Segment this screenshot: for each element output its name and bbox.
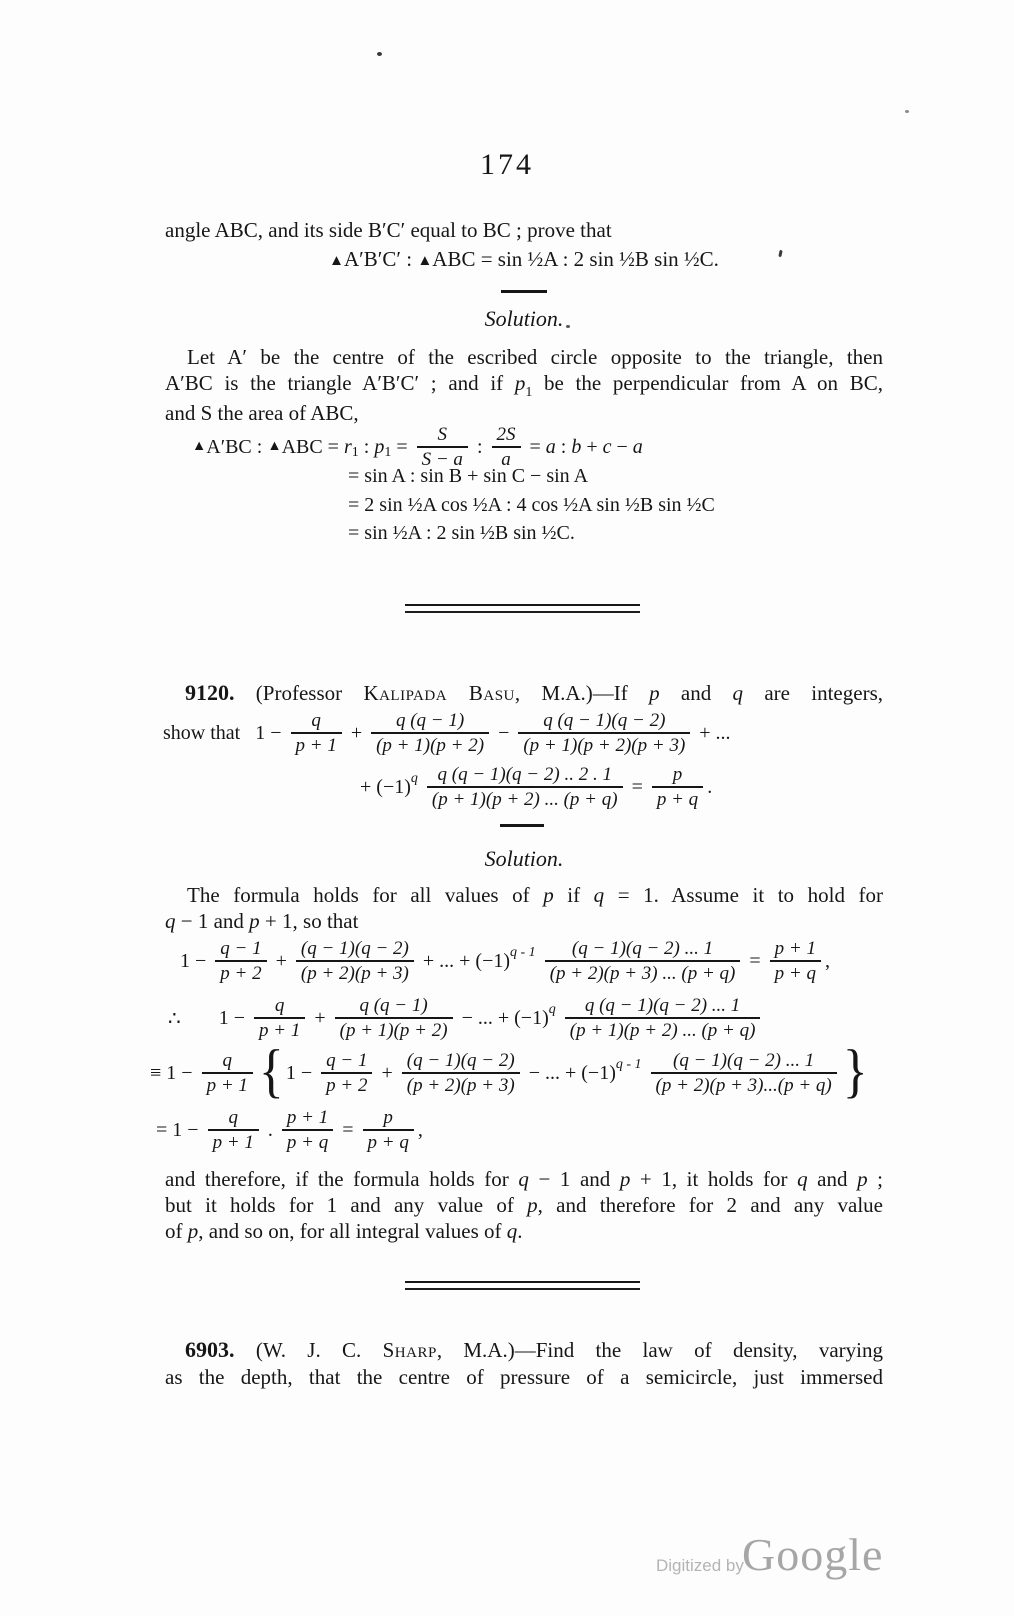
fraction: $\frac{(q - 1)(q - 2) ... 1}{(p + 2)(p + 3) ... (p + q)}$: [545, 937, 741, 985]
text-segment: if: [553, 883, 594, 907]
text-segment: +: [270, 949, 292, 972]
text-segment: p: [527, 1193, 538, 1217]
text-segment: , M.A.)—Find the law of density, varying: [436, 1338, 883, 1362]
text-segment: :: [555, 435, 572, 458]
text-segment: 1: [351, 445, 359, 460]
text-segment: c: [602, 435, 612, 458]
fraction: $\frac{q}{p + 1}$: [254, 994, 305, 1042]
text-segment: =: [626, 775, 648, 798]
fraction: $\frac{p}{p + q}$: [363, 1106, 414, 1154]
text-segment: A′BC is the triangle A′B′C′ ; and if: [165, 371, 515, 395]
text-segment: =: [337, 1118, 359, 1141]
text-segment: + ...: [694, 721, 731, 744]
text-segment: (W. J. C.: [234, 1338, 383, 1362]
text-segment: −: [493, 721, 515, 744]
text-segment: as the depth, that the centre of pressure of a semicircle, just immersed: [165, 1365, 883, 1389]
text-segment: + ... + (−1): [417, 949, 511, 972]
paragraph-line: [165, 882, 883, 908]
text-segment: 1 −: [285, 1061, 318, 1084]
text-segment: ;: [867, 1167, 883, 1191]
digitized-by-label: Digitized by: [656, 1556, 744, 1575]
text-segment: be the perpendicular from A on BC,: [532, 371, 883, 395]
problem-6903-header: [165, 1337, 883, 1363]
text-segment: Sharp: [382, 1338, 437, 1362]
fraction: $\frac{p + 1}{p + q}$: [282, 1106, 333, 1154]
fraction: $\frac{q - 1}{p + 2}$: [321, 1049, 372, 1097]
text-segment: ∴: [168, 1007, 181, 1030]
text-segment: .: [262, 1118, 278, 1141]
text-segment: Let A′ be the centre of the escribed circle opposite to the triangle, then: [187, 345, 883, 369]
text-segment: ▲: [417, 253, 433, 269]
text-segment: 6903.: [185, 1337, 235, 1362]
text-segment: show that 1 −: [163, 721, 287, 744]
text-segment: q: [732, 681, 744, 705]
text-segment: =: [391, 435, 413, 458]
text-segment: − ... + (−1): [523, 1061, 616, 1084]
paragraph-line: [165, 1218, 883, 1244]
closing-paragraph: [165, 1166, 883, 1244]
text-segment: + 1, so that: [259, 909, 359, 933]
fraction: $\frac{q (q - 1)(q - 2) .. 2 . 1}{(p + 1)(p + 2) ... (p + q)}$: [427, 763, 623, 811]
problem-6903-line: [165, 1365, 883, 1390]
google-logo: Google: [742, 1529, 884, 1580]
text-segment: are integers,: [743, 681, 883, 705]
fraction: $\frac{q}{p + 1}$: [291, 709, 342, 757]
fraction: $\frac{q (q - 1)(q - 2) ... 1}{(p + 1)(p + 2) ... (p + q)}$: [565, 994, 761, 1042]
text-segment: q: [797, 1167, 808, 1191]
section-rule: [501, 290, 547, 293]
text-segment: [418, 776, 423, 799]
text-segment: (Professor: [234, 681, 364, 705]
solution-paragraph: [165, 882, 883, 934]
text-segment: q - 1: [615, 1057, 642, 1072]
fraction: $\frac{p + 1}{p + q}$: [770, 937, 821, 985]
text-segment: Kalipada Basu: [363, 681, 515, 705]
text-segment: ▲: [329, 253, 345, 269]
text-segment: q: [165, 909, 176, 933]
fraction: $\frac{2S}{a}$: [492, 423, 521, 471]
text-segment: }: [842, 1038, 868, 1104]
fraction: $\frac{q (q - 1)}{(p + 1)(p + 2)}$: [371, 709, 489, 757]
text-segment: p: [187, 1219, 199, 1243]
text-segment: −: [611, 435, 633, 458]
math-line: [150, 1038, 870, 1105]
fraction: $\frac{S}{S - a}$: [417, 423, 468, 471]
text-segment: The formula holds for all values of: [187, 883, 544, 907]
math-line: [348, 462, 588, 490]
text-segment: [536, 950, 541, 973]
double-rule: [405, 604, 640, 613]
text-segment: = sin A : sin B + sin C − sin A: [348, 464, 589, 487]
text-segment: a: [632, 435, 643, 458]
text-segment: , and so on, for all integral values of: [198, 1219, 507, 1243]
paragraph-line: [165, 1192, 883, 1218]
text-segment: +: [309, 1006, 331, 1029]
text-segment: q: [548, 1002, 556, 1017]
text-segment: of: [165, 1219, 188, 1243]
text-segment: = 2 sin ½A cos ½A : 4 cos ½A sin ½B sin ½C: [348, 493, 715, 516]
solution-heading: Solution.: [484, 846, 564, 871]
page-number: 174: [480, 148, 534, 181]
text-segment: p: [857, 1167, 868, 1191]
text-segment: and therefore, if the formula holds for: [165, 1167, 519, 1191]
text-segment: p: [619, 1167, 631, 1191]
text-segment: ABC =: [281, 435, 344, 458]
text-segment: :: [471, 435, 488, 458]
solution-paragraph: [165, 344, 883, 426]
text-segment: =: [744, 949, 766, 972]
text-segment: − 1 and: [175, 909, 250, 933]
paragraph-line: [165, 370, 883, 400]
text-segment: , M.A.)—If: [514, 681, 650, 705]
text-segment: r: [343, 435, 352, 458]
text-segment: + 1, it holds for: [630, 1167, 798, 1191]
text-segment: − ... + (−1): [456, 1006, 549, 1029]
paragraph-line: [165, 344, 883, 370]
ink-speck: [566, 325, 570, 328]
fraction: $\frac{q - 1}{p + 2}$: [215, 937, 266, 985]
text-segment: p: [543, 883, 554, 907]
text-segment: b: [571, 435, 582, 458]
text-segment: [556, 1007, 561, 1030]
text-segment: :: [358, 435, 375, 458]
text-segment: 1 −: [180, 949, 212, 972]
text-segment: 9120.: [185, 680, 235, 705]
fraction: $\frac{(q - 1)(q - 2) ... 1}{(p + 2)(p + 3)...(p + q)}$: [651, 1049, 837, 1097]
intro-equation: [165, 247, 883, 272]
math-line: [348, 491, 715, 519]
text-segment: p: [649, 681, 660, 705]
text-segment: + (−1): [360, 775, 411, 798]
text-segment: and: [659, 681, 733, 705]
text-segment: A′B′C′ :: [344, 247, 418, 271]
formula-line: [360, 755, 712, 819]
paragraph-line: [165, 1166, 883, 1192]
text-segment: .: [707, 775, 713, 798]
text-segment: and S the area of ABC,: [165, 401, 359, 425]
text-segment: a: [545, 435, 556, 458]
text-segment: q: [518, 1167, 529, 1191]
fraction: $\frac{q (q - 1)(q - 2)}{(p + 1)(p + 2)(p + 3)}$: [518, 709, 690, 757]
ink-speck: [905, 110, 909, 113]
math-line: [348, 519, 575, 547]
text-segment: A′BC :: [206, 435, 268, 458]
text-segment: q: [593, 883, 605, 907]
text-segment: q: [506, 1219, 518, 1243]
text-segment: 1 −: [218, 1006, 251, 1029]
text-segment: ▲: [267, 437, 282, 454]
ink-speck: [377, 52, 382, 56]
section-rule: [500, 824, 544, 827]
intro-line: [165, 218, 883, 243]
text-segment: ,: [824, 949, 830, 972]
text-segment: − 1 and: [528, 1167, 620, 1191]
text-segment: ▲: [192, 437, 207, 454]
text-segment: =: [524, 435, 546, 458]
text-segment: .: [517, 1219, 523, 1243]
math-line: [156, 1098, 423, 1162]
text-segment: ,: [417, 1118, 423, 1141]
text-segment: , and therefore for 2 and any value: [537, 1193, 884, 1217]
text-segment: q: [410, 771, 418, 786]
fraction: $\frac{p}{p + q}$: [652, 763, 703, 811]
text-segment: [642, 1062, 647, 1085]
text-segment: q - 1: [510, 945, 536, 960]
text-segment: p: [374, 435, 385, 458]
fraction: $\frac{(q - 1)(q - 2)}{(p + 2)(p + 3)}$: [296, 937, 414, 985]
text-segment: +: [581, 435, 603, 458]
text-segment: {: [258, 1038, 284, 1104]
text-segment: but it holds for 1 and any value of: [165, 1193, 528, 1217]
text-segment: ≡ 1 −: [150, 1061, 198, 1084]
fraction: $\frac{q}{p + 1}$: [208, 1106, 259, 1154]
text-segment: ABC = sin ½A : 2 sin ½B sin ½C.: [432, 247, 719, 271]
math-line: [180, 929, 830, 993]
fraction: $\frac{(q - 1)(q - 2)}{(p + 2)(p + 3)}$: [402, 1049, 520, 1097]
text-segment: angle ABC, and its side B′C′ equal to BC ; prove that: [165, 218, 612, 242]
text-segment: and: [807, 1167, 858, 1191]
text-segment: 1: [525, 385, 533, 400]
solution-heading: Solution.: [484, 306, 564, 331]
fraction: $\frac{q}{p + 1}$: [202, 1049, 253, 1097]
text-segment: +: [345, 721, 368, 744]
text-segment: +: [376, 1061, 398, 1084]
text-segment: = sin ½A : 2 sin ½B sin ½C.: [348, 521, 575, 544]
text-segment: p: [514, 371, 526, 395]
fraction: $\frac{q (q - 1)}{(p + 1)(p + 2)}$: [335, 994, 453, 1042]
text-segment: 1: [384, 445, 392, 460]
double-rule: [405, 1281, 640, 1290]
text-segment: p: [249, 909, 260, 933]
text-segment: = 1. Assume it to hold for: [604, 883, 883, 907]
text-segment: = 1 −: [156, 1118, 204, 1141]
